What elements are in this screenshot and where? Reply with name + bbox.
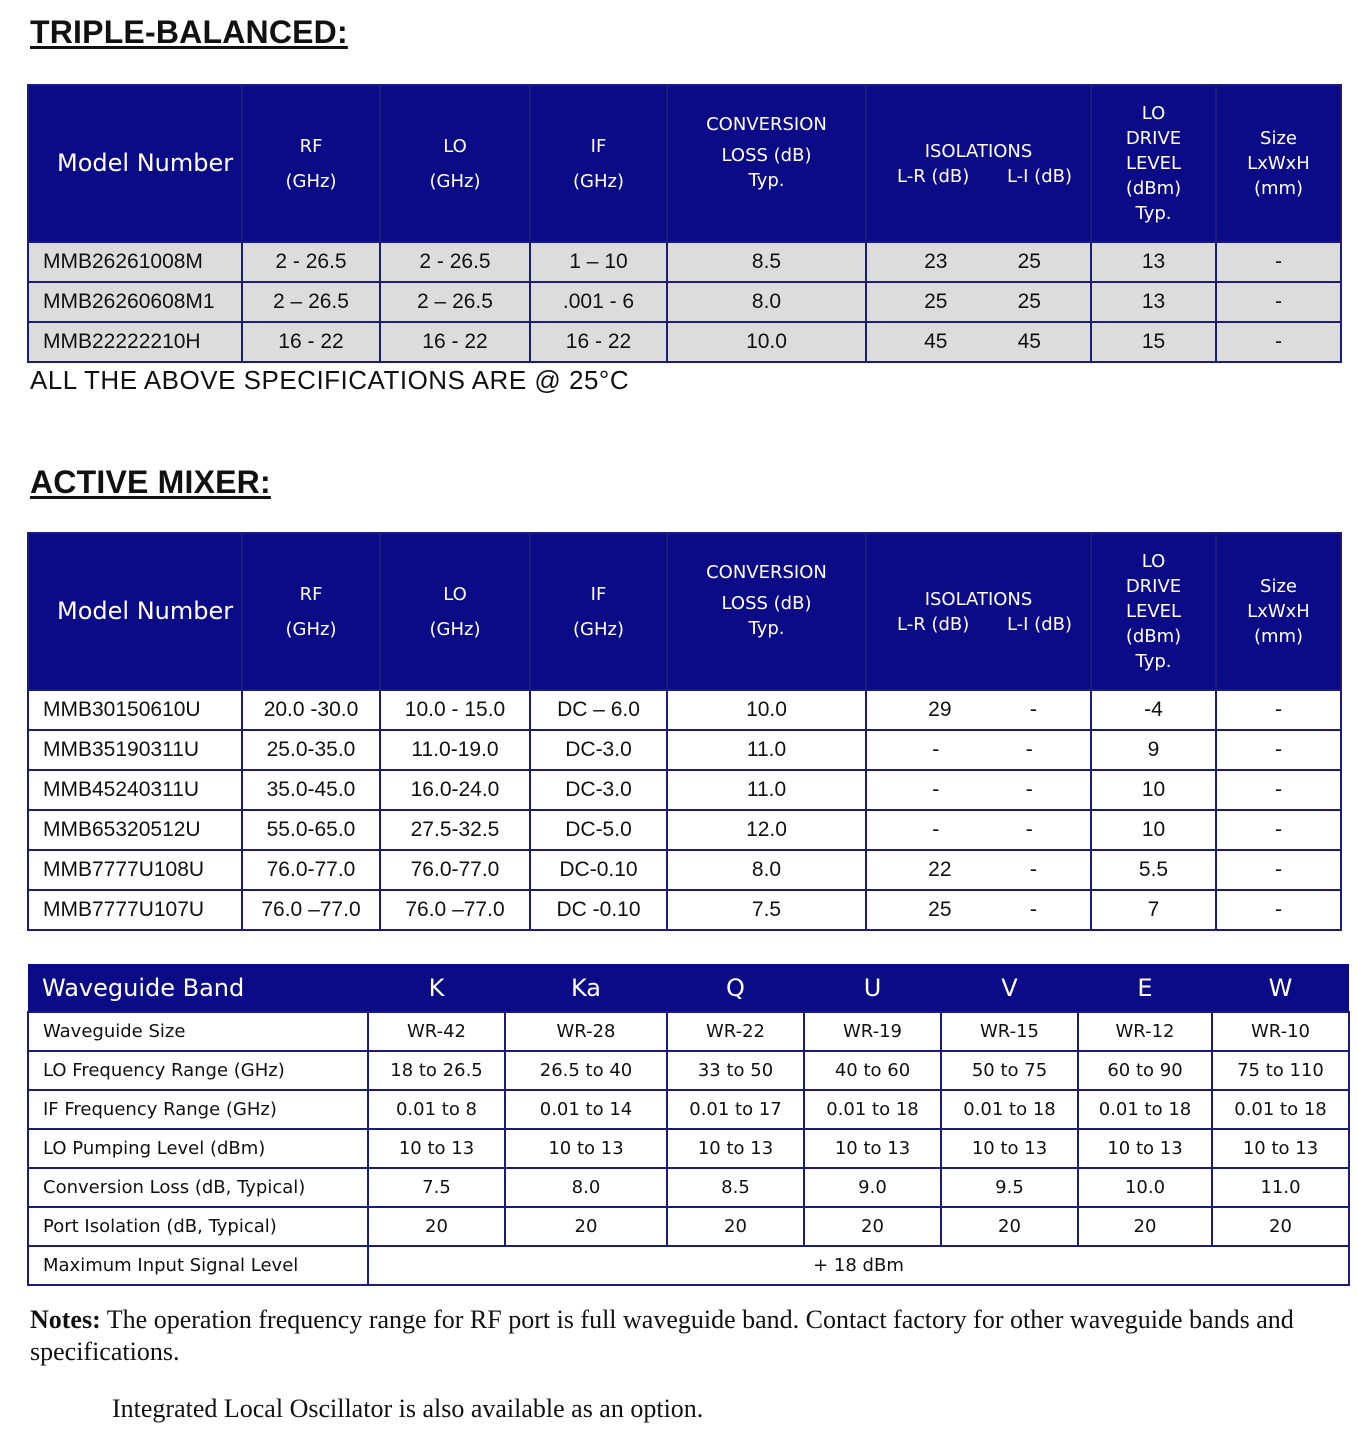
table-cell: 10.0 <box>1078 1168 1212 1207</box>
header-conversion-loss: CONVERSION LOSS (dB) Typ. <box>667 533 866 690</box>
cell-lo: 16 - 22 <box>380 322 530 362</box>
cell-lo: 76.0-77.0 <box>380 850 530 890</box>
row-label: Conversion Loss (dB, Typical) <box>28 1168 368 1207</box>
header-band-w: W <box>1212 964 1349 1012</box>
table-row <box>28 282 1341 322</box>
table-cell: 20 <box>667 1207 804 1246</box>
cell-size: - <box>1216 730 1341 770</box>
table-cell: 10 to 13 <box>1212 1129 1349 1168</box>
cell-if: DC-3.0 <box>530 730 667 770</box>
table-cell: 11.0 <box>1212 1168 1349 1207</box>
header-rf: RF (GHz) <box>242 533 380 690</box>
cell-isolation-lr: 22 <box>928 858 952 881</box>
table-cell: 26.5 to 40 <box>505 1051 667 1090</box>
row-label: Port Isolation (dB, Typical) <box>28 1207 368 1246</box>
cell-rf: 2 - 26.5 <box>242 242 380 282</box>
active-mixer-heading: ACTIVE MIXER: <box>30 464 271 500</box>
cell-isolations <box>866 850 1091 890</box>
cell-isolation-li: - <box>1025 818 1033 841</box>
table-row <box>28 1129 1349 1168</box>
row-label: LO Frequency Range (GHz) <box>28 1051 368 1090</box>
table-cell: 9.0 <box>804 1168 941 1207</box>
table-cell: 10 to 13 <box>804 1129 941 1168</box>
header-isolations: ISOLATIONS L-R (dB) L-I (dB) <box>866 85 1091 242</box>
notes-label: Notes: <box>30 1305 101 1334</box>
header-band-k: K <box>368 964 505 1012</box>
cell-isolation-lr: 23 <box>924 250 948 273</box>
cell-if: DC -0.10 <box>530 890 667 930</box>
table-row <box>28 1012 1349 1051</box>
cell-isolation-li: - <box>1025 778 1033 801</box>
cell-isolation-li: - <box>1029 858 1037 881</box>
table-header-row <box>28 533 1341 690</box>
cell-if: DC-0.10 <box>530 850 667 890</box>
table-cell: 18 to 26.5 <box>368 1051 505 1090</box>
cell-lo-drive-level: 13 <box>1091 242 1216 282</box>
cell-size: - <box>1216 890 1341 930</box>
active-mixer-table <box>27 532 1342 931</box>
cell-isolations <box>866 690 1091 730</box>
header-isolations: ISOLATIONS L-R (dB) L-I (dB) <box>866 533 1091 690</box>
cell-if: 1 – 10 <box>530 242 667 282</box>
table-row <box>28 1090 1349 1129</box>
cell-lo-drive-level: 10 <box>1091 810 1216 850</box>
table-row <box>28 1207 1349 1246</box>
table-cell: WR-10 <box>1212 1012 1349 1051</box>
cell-size: - <box>1216 810 1341 850</box>
cell-lo: 11.0-19.0 <box>380 730 530 770</box>
cell-rf: 55.0-65.0 <box>242 810 380 850</box>
cell-lo: 10.0 - 15.0 <box>380 690 530 730</box>
table-cell: 0.01 to 18 <box>1078 1090 1212 1129</box>
temperature-note: ALL THE ABOVE SPECIFICATIONS ARE @ 25°C <box>30 365 630 395</box>
cell-rf: 76.0 –77.0 <box>242 890 380 930</box>
table-cell: 20 <box>1078 1207 1212 1246</box>
table-cell: 8.0 <box>505 1168 667 1207</box>
max-input-row <box>28 1246 1349 1285</box>
cell-conversion-loss: 8.0 <box>667 282 866 322</box>
cell-isolation-lr: 29 <box>928 698 952 721</box>
cell-rf: 76.0-77.0 <box>242 850 380 890</box>
table-header-row <box>28 85 1341 242</box>
row-label: Maximum Input Signal Level <box>28 1246 368 1285</box>
cell-size: - <box>1216 850 1341 890</box>
notes-paragraph <box>30 1304 1330 1368</box>
cell-isolations <box>866 890 1091 930</box>
cell-rf: 16 - 22 <box>242 322 380 362</box>
cell-size: - <box>1216 242 1341 282</box>
cell-size: - <box>1216 770 1341 810</box>
header-waveguide-band: Waveguide Band <box>28 964 368 1012</box>
table-cell: 0.01 to 17 <box>667 1090 804 1129</box>
cell-isolation-lr: 25 <box>928 898 952 921</box>
cell-rf: 25.0-35.0 <box>242 730 380 770</box>
row-label: LO Pumping Level (dBm) <box>28 1129 368 1168</box>
cell-if: .001 - 6 <box>530 282 667 322</box>
table-cell: 20 <box>804 1207 941 1246</box>
header-band-u: U <box>804 964 941 1012</box>
header-size: Size LxWxH (mm) <box>1216 85 1341 242</box>
cell-isolation-li: - <box>1029 898 1037 921</box>
header-band-ka: Ka <box>505 964 667 1012</box>
cell-isolation-lr: - <box>932 818 940 841</box>
header-lo-drive-level: LO DRIVE LEVEL (dBm) Typ. <box>1091 85 1216 242</box>
header-lo-drive-level: LO DRIVE LEVEL (dBm) Typ. <box>1091 533 1216 690</box>
cell-conversion-loss: 11.0 <box>667 770 866 810</box>
cell-isolation-li: 25 <box>1017 290 1041 313</box>
cell-model-number: MMB7777U107U <box>28 890 242 930</box>
table-row <box>28 810 1341 850</box>
header-rf: RF (GHz) <box>242 85 380 242</box>
cell-lo-drive-level: 15 <box>1091 322 1216 362</box>
table-cell: 50 to 75 <box>941 1051 1078 1090</box>
waveguide-header-row <box>28 964 1349 1012</box>
table-cell: 10 to 13 <box>941 1129 1078 1168</box>
cell-model-number: MMB7777U108U <box>28 850 242 890</box>
table-cell: WR-12 <box>1078 1012 1212 1051</box>
cell-if: DC – 6.0 <box>530 690 667 730</box>
table-cell: 33 to 50 <box>667 1051 804 1090</box>
cell-lo: 27.5-32.5 <box>380 810 530 850</box>
cell-model-number: MMB26260608M1 <box>28 282 242 322</box>
cell-conversion-loss: 8.5 <box>667 242 866 282</box>
cell-isolations <box>866 282 1091 322</box>
table-cell: 0.01 to 18 <box>941 1090 1078 1129</box>
cell-if: 16 - 22 <box>530 322 667 362</box>
table-cell: WR-15 <box>941 1012 1078 1051</box>
header-lo: LO (GHz) <box>380 533 530 690</box>
cell-if: DC-5.0 <box>530 810 667 850</box>
header-band-e: E <box>1078 964 1212 1012</box>
cell-conversion-loss: 8.0 <box>667 850 866 890</box>
row-label: IF Frequency Range (GHz) <box>28 1090 368 1129</box>
header-conversion-loss: CONVERSION LOSS (dB) Typ. <box>667 85 866 242</box>
table-cell: 0.01 to 14 <box>505 1090 667 1129</box>
cell-model-number: MMB26261008M <box>28 242 242 282</box>
cell-size: - <box>1216 690 1341 730</box>
table-cell: 40 to 60 <box>804 1051 941 1090</box>
header-model-number: Model Number <box>28 533 242 690</box>
cell-lo-drive-level: 5.5 <box>1091 850 1216 890</box>
table-cell: WR-28 <box>505 1012 667 1051</box>
table-row <box>28 730 1341 770</box>
cell-lo: 2 - 26.5 <box>380 242 530 282</box>
table-cell: 10 to 13 <box>505 1129 667 1168</box>
cell-size: - <box>1216 282 1341 322</box>
table-cell: 9.5 <box>941 1168 1078 1207</box>
table-cell: 20 <box>505 1207 667 1246</box>
header-model-number: Model Number <box>28 85 242 242</box>
cell-lo-drive-level: 13 <box>1091 282 1216 322</box>
cell-conversion-loss: 10.0 <box>667 690 866 730</box>
cell-isolation-lr: - <box>932 738 940 761</box>
table-cell: 20 <box>941 1207 1078 1246</box>
table-row <box>28 242 1341 282</box>
table-row <box>28 890 1341 930</box>
cell-isolation-lr: 25 <box>924 290 948 313</box>
cell-lo-drive-level: 9 <box>1091 730 1216 770</box>
cell-isolations <box>866 810 1091 850</box>
table-cell: 7.5 <box>368 1168 505 1207</box>
table-cell: 10 to 13 <box>667 1129 804 1168</box>
cell-size: - <box>1216 322 1341 362</box>
cell-isolation-lr: - <box>932 778 940 801</box>
table-row <box>28 770 1341 810</box>
table-cell: 0.01 to 8 <box>368 1090 505 1129</box>
triple-balanced-table <box>27 84 1342 363</box>
cell-lo-drive-level: -4 <box>1091 690 1216 730</box>
table-row <box>28 690 1341 730</box>
header-band-v: V <box>941 964 1078 1012</box>
cell-lo: 2 – 26.5 <box>380 282 530 322</box>
cell-lo: 76.0 –77.0 <box>380 890 530 930</box>
table-cell: 20 <box>368 1207 505 1246</box>
row-label: Waveguide Size <box>28 1012 368 1051</box>
cell-isolation-lr: 45 <box>924 330 948 353</box>
cell-if: DC-3.0 <box>530 770 667 810</box>
cell-model-number: MMB30150610U <box>28 690 242 730</box>
cell-isolation-li: 45 <box>1017 330 1041 353</box>
table-row <box>28 322 1341 362</box>
integrated-lo-note: Integrated Local Oscillator is also available as an option. <box>112 1394 704 1423</box>
cell-rf: 20.0 -30.0 <box>242 690 380 730</box>
cell-isolations <box>866 242 1091 282</box>
table-row <box>28 1051 1349 1090</box>
table-cell: 0.01 to 18 <box>1212 1090 1349 1129</box>
table-cell: 60 to 90 <box>1078 1051 1212 1090</box>
table-row <box>28 850 1341 890</box>
cell-isolations <box>866 322 1091 362</box>
table-row <box>28 1168 1349 1207</box>
cell-isolation-li: 25 <box>1017 250 1041 273</box>
cell-isolation-li: - <box>1025 738 1033 761</box>
table-cell: 0.01 to 18 <box>804 1090 941 1129</box>
table-cell: 8.5 <box>667 1168 804 1207</box>
table-cell: 20 <box>1212 1207 1349 1246</box>
header-if: IF (GHz) <box>530 533 667 690</box>
cell-isolations <box>866 770 1091 810</box>
table-cell: WR-19 <box>804 1012 941 1051</box>
notes-text: The operation frequency range for RF port is full waveguide band. Contact factory for other waveguide bands and specifications. <box>30 1305 1294 1366</box>
cell-conversion-loss: 11.0 <box>667 730 866 770</box>
header-if: IF (GHz) <box>530 85 667 242</box>
triple-balanced-heading: TRIPLE-BALANCED: <box>30 14 348 50</box>
cell-model-number: MMB22222210H <box>28 322 242 362</box>
header-lo: LO (GHz) <box>380 85 530 242</box>
table-cell: 10 to 13 <box>1078 1129 1212 1168</box>
header-band-q: Q <box>667 964 804 1012</box>
cell-lo-drive-level: 7 <box>1091 890 1216 930</box>
cell-conversion-loss: 12.0 <box>667 810 866 850</box>
cell-model-number: MMB35190311U <box>28 730 242 770</box>
header-size: Size LxWxH (mm) <box>1216 533 1341 690</box>
table-cell: 75 to 110 <box>1212 1051 1349 1090</box>
table-cell: WR-22 <box>667 1012 804 1051</box>
cell-model-number: MMB45240311U <box>28 770 242 810</box>
waveguide-band-table <box>27 964 1350 1286</box>
cell-model-number: MMB65320512U <box>28 810 242 850</box>
cell-rf: 2 – 26.5 <box>242 282 380 322</box>
cell-lo: 16.0-24.0 <box>380 770 530 810</box>
cell-isolation-li: - <box>1029 698 1037 721</box>
cell-isolations <box>866 730 1091 770</box>
max-input-value: + 18 dBm <box>368 1246 1349 1285</box>
table-cell: WR-42 <box>368 1012 505 1051</box>
cell-conversion-loss: 7.5 <box>667 890 866 930</box>
cell-rf: 35.0-45.0 <box>242 770 380 810</box>
cell-lo-drive-level: 10 <box>1091 770 1216 810</box>
cell-conversion-loss: 10.0 <box>667 322 866 362</box>
table-cell: 10 to 13 <box>368 1129 505 1168</box>
